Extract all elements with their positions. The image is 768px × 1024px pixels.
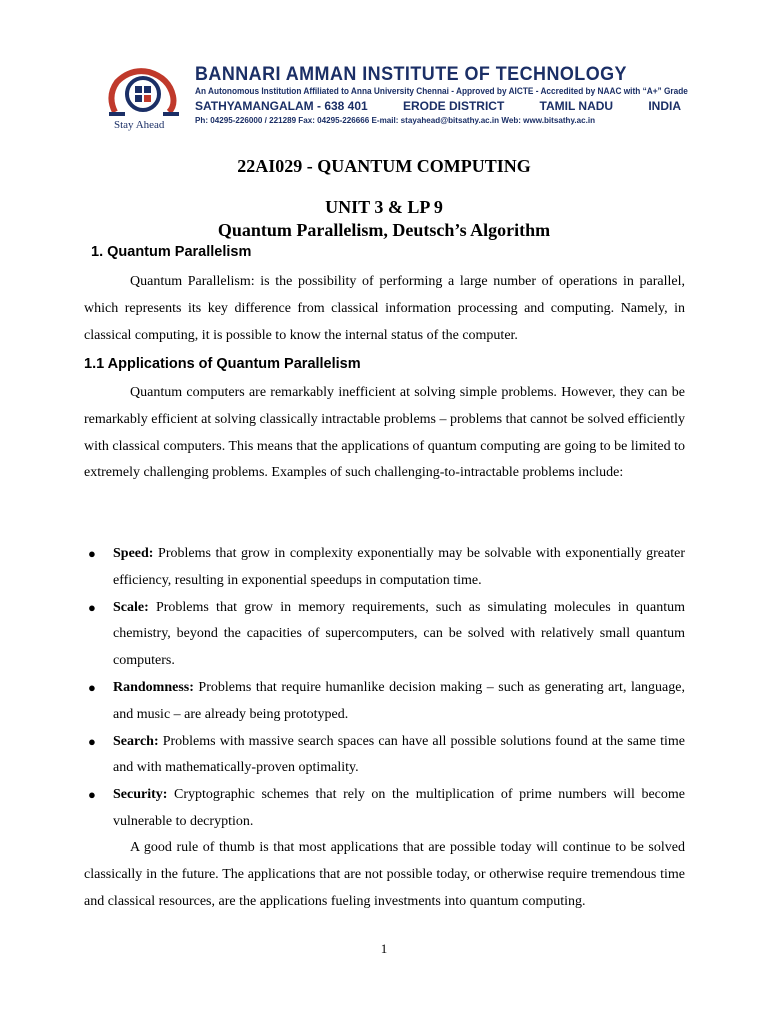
list-item [84, 782, 685, 836]
page-number: 1 [380, 941, 388, 956]
institution-header [103, 62, 688, 134]
location-state: TAMIL NADU [539, 99, 614, 113]
bullet-icon: ● [88, 733, 96, 749]
paragraph: Quantum Parallelism: is the possibility of performing a large number of operations in parallel, which represents its key difference from classical information processing and computing. Namely, in classical computing, it is possible to know the internal status of the computer. [84, 274, 685, 343]
list-item [84, 595, 685, 675]
logo-tagline: Stay Ahead [114, 119, 165, 131]
closing-paragraph: A good rule of thumb is that most applications that are possible today will continue to be solved classically in the future. The applications that are not possible today, or otherwise require tremendous time and classical resources, are the applications fueling investments into quantum computing. [84, 840, 685, 909]
list-item [84, 729, 685, 783]
bullet-icon: ● [88, 787, 96, 803]
location-country: INDIA [648, 99, 681, 113]
item-term: Search: [113, 733, 159, 749]
institution-logo [103, 66, 185, 132]
section-heading: 1. Quantum Parallelism [91, 244, 252, 260]
location-city: SATHYAMANGALAM - 638 401 [195, 99, 368, 113]
institution-contact: Ph: 04295-226000 / 221289 Fax: 04295-226666 E-mail: stayahead@bitsathy.ac.in Web: www.bitsathy.ac.in [195, 115, 596, 125]
institution-name: BANNARI AMMAN INSTITUTE OF TECHNOLOGY [195, 63, 627, 85]
institution-affiliation: An Autonomous Institution Affiliated to Anna University Chennai - Approved by AICTE - Accredited by NAAC with “A+” Grade [195, 86, 688, 96]
item-text: Problems that require humanlike decision making – such as generating art, language, and music – are already being prototyped. [113, 679, 685, 722]
list-item [84, 541, 685, 595]
item-term: Scale: [113, 599, 149, 615]
item-text: Problems that grow in complexity exponentially may be solvable with exponentially greater efficiency, resulting in exponential speedups in computation time. [113, 546, 685, 588]
bullet-icon: ● [88, 599, 96, 615]
subsection-heading: 1.1 Applications of Quantum Parallelism [84, 356, 361, 372]
institution-details [195, 62, 688, 126]
topic-title: Quantum Parallelism, Deutsch’s Algorithm [217, 220, 551, 240]
item-term: Security: [113, 787, 168, 803]
course-title: 22AI029 - QUANTUM COMPUTING [237, 156, 531, 176]
item-text: Problems with massive search spaces can have all possible solutions found at the same time and with mathematically-proven optimality. [113, 733, 685, 776]
institution-location [195, 97, 681, 115]
applications-list [84, 541, 685, 836]
location-district: ERODE DISTRICT [402, 99, 505, 113]
paragraph: Quantum computers are remarkably inefficient at solving simple problems. However, they can be remarkably efficient at solving classically intractable problems – problems that cannot be solved efficiently with classical computers. This means that the applications of quantum computing are going to be limited to extremely challenging problems. Examples of such challenging-to-intractable problems include: [84, 385, 685, 481]
bullet-icon: ● [88, 546, 96, 561]
list-item [84, 675, 685, 729]
item-text: Cryptographic schemes that rely on the multiplication of prime numbers will become vulnerable to decryption. [113, 787, 685, 829]
bullet-icon: ● [88, 679, 96, 695]
item-term: Randomness: [113, 679, 194, 695]
item-text: Problems that grow in memory requirements, such as simulating molecules in quantum chemistry, beyond the capacities of supercomputers, can be solved with relatively small quantum computers. [113, 599, 685, 669]
item-term: Speed: [113, 546, 154, 561]
unit-title: UNIT 3 & LP 9 [325, 197, 443, 217]
